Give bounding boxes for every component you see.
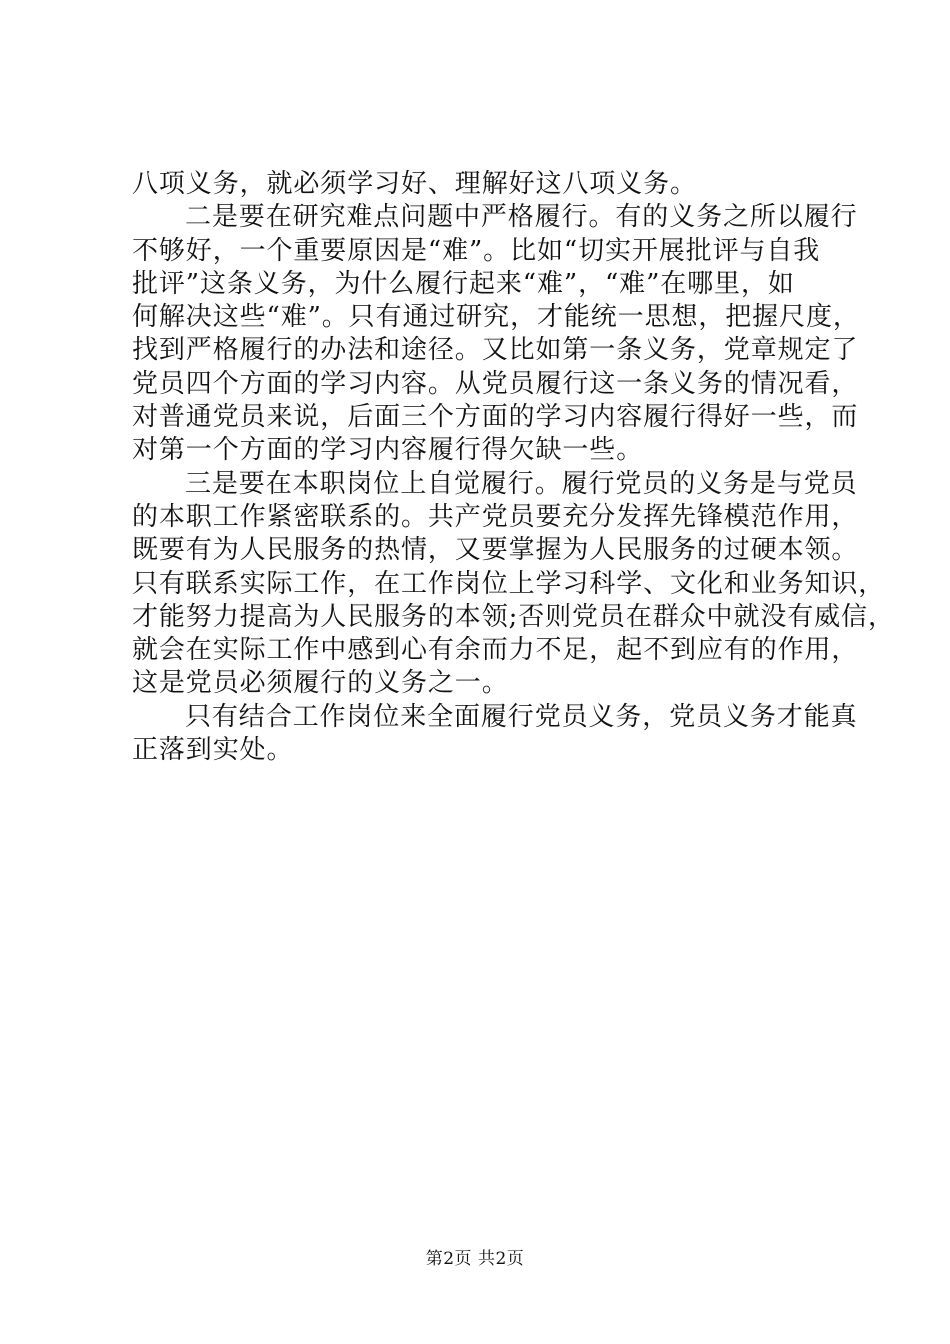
text-line: 只有结合工作岗位来全面履行党员义务，党员义务才能真 [185,701,858,732]
text-line: 党员四个方面的学习内容。从党员履行这一条义务的情况看， [132,368,859,399]
page-number-footer: 第2页 共2页 [425,1249,525,1269]
text-line: 就会在实际工作中感到心有余而力不足，起不到应有的作用， [132,635,859,666]
text-line: 找到严格履行的办法和途径。又比如第一条义务，党章规定了 [132,335,859,366]
text-line: 不够好，一个重要原因是“难”。比如“切实开展批评与自我 [132,235,821,266]
text-line: 既要有为人民服务的热情，又要掌握为人民服务的过硬本领。 [132,535,859,566]
text-line: 才能努力提高为人民服务的本领;否则党员在群众中就没有威信， [132,601,895,632]
text-line: 只有联系实际工作，在工作岗位上学习科学、文化和业务知识， [132,568,886,599]
text-line: 正落到实处。 [132,735,294,766]
text-line: 对普通党员来说，后面三个方面的学习内容履行得好一些，而 [132,402,859,433]
text-line: 三是要在本职岗位上自觉履行。履行党员的义务是与党员 [185,468,858,499]
text-line: 这是党员必须履行的义务之一。 [132,668,509,699]
text-line: 何解决这些“难”。只有通过研究，才能统一思想，把握尺度， [132,302,860,333]
text-line: 批评”这条义务，为什么履行起来“难”，“难”在哪里，如 [132,268,795,299]
document-body [132,168,895,767]
text-line: 二是要在研究难点问题中严格履行。有的义务之所以履行 [185,202,858,233]
text-line: 八项义务，就必须学习好、理解好这八项义务。 [132,169,697,199]
text-line: 对第一个方面的学习内容履行得欠缺一些。 [132,435,644,466]
text-line: 的本职工作紧密联系的。共产党员要充分发挥先锋模范作用， [132,501,859,532]
